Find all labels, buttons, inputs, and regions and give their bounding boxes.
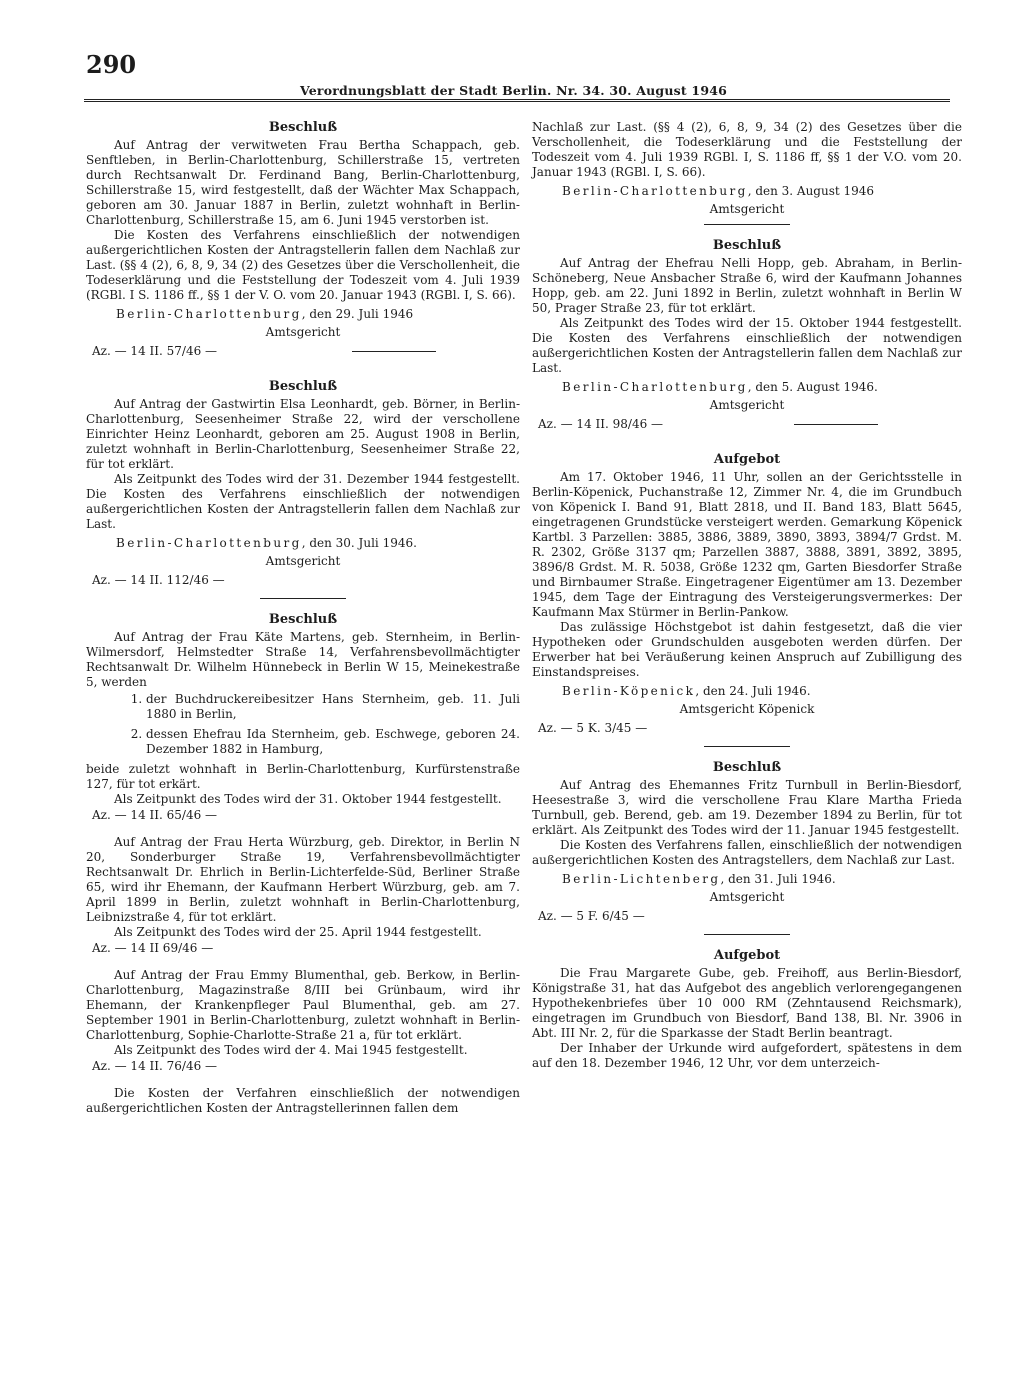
notice-aufgebot-koepenick (532, 452, 962, 747)
date: , den 3. August 1946 (747, 184, 875, 198)
person-list (86, 692, 520, 757)
file-reference: Az. — 5 K. 3/45 — (538, 721, 648, 735)
court: Amtsgericht (265, 325, 341, 339)
paragraph: Als Zeitpunkt des Todes wird der 31. Oktober 1944 festgestellt. (114, 792, 502, 806)
place: Berlin-Charlottenburg (562, 184, 748, 198)
paragraph: Auf Antrag der Frau Emmy Blumenthal, geb. Berkow, in Berlin-Charlottenburg, Magazinstraße 8/III bei Grünbaum, wird ihr Ehemann, der Krankenpfleger Paul Blumenthal, geb. am 27. September 1901 in Berlin-Charlottenburg, zuletzt wohnhaft in Berlin-Charlottenburg, Sophie-Charlotte-Straße 21 a, für tot erklärt. (86, 968, 520, 1042)
place-date (562, 183, 962, 200)
notice-continuation (532, 120, 962, 225)
place: Berlin-Köpenick (562, 684, 696, 698)
place: Berlin-Lichtenberg (562, 872, 721, 886)
place-date (116, 306, 520, 323)
paragraph: Auf Antrag der Frau Käte Martens, geb. Sternheim, in Berlin-Wilmersdorf, Helmstedter Straße 14, Verfahrensbevollmächtigter Rechtsanwalt Dr. Wilhelm Hünnebeck in Berlin W 15, Meinekestraße 5, werden (86, 630, 520, 689)
paragraph: Die Kosten der Verfahren einschließlich der notwendigen außergerichtlichen Kosten der Antragstellerinnen fallen dem (86, 1086, 520, 1115)
court: Amtsgericht (709, 890, 785, 904)
paragraph: Nachlaß zur Last. (§§ 4 (2), 6, 8, 9, 34 (2) des Gesetzes über die Verschollenheit, die Todeserklärung und die Feststellung der Todeszeit vom 4. Juli 1939 RGBl. I, S. 1186 ff, §§ 1 der V.O. vom 20. Januar 1943 (RGBl. I, S. 66). (532, 120, 962, 179)
separator-rule (704, 934, 790, 935)
notice-hopp (532, 238, 962, 432)
header-rule (84, 99, 950, 102)
separator-rule (704, 224, 790, 225)
paragraph: Die Frau Margarete Gube, geb. Freihoff, aus Berlin-Biesdorf, Königstraße 31, hat das Aufgebot des angeblich verlorengegangenen Hypothekenbriefes über 10 000 RM (Zehntausend Reichsmark), eingetragen im Grundbuch von Biesdorf, Band 138, Bl. Nr. 3906 in Abt. III Nr. 2, für die Sparkasse der Stadt Berlin beantragt. (532, 966, 962, 1040)
court: Amtsgericht (709, 398, 785, 412)
paragraph: Auf Antrag der verwitweten Frau Bertha Schappach, geb. Senftleben, in Berlin-Charlottenburg, Schillerstraße 15, vertreten durch Rechtsanwalt Dr. Ferdinand Bang, Berlin-Charlottenburg, Schillerstraße 15, wird festgestellt, daß der Wächter Max Schappach, geboren am 30. Januar 1887 in Berlin, zuletzt wohnhaft in Berlin-Charlottenburg, Schillerstraße 15, am 6. Juni 1945 verstorben ist. (86, 138, 520, 227)
notice-aufgebot-gube (532, 948, 962, 1071)
court: Amtsgericht (709, 202, 785, 216)
court: Amtsgericht Köpenick (679, 702, 815, 716)
paragraph: Auf Antrag der Gastwirtin Elsa Leonhardt, geb. Börner, in Berlin-Charlottenburg, Seesenheimer Straße 22, wird der verschollene Einrichter Heinz Leonhardt, geboren am 25. August 1908 in Berlin, zuletzt wohnhaft in Berlin-Charlottenburg, Seesenheimer Straße 22, für tot erklärt. (86, 397, 520, 471)
notice-schappach (86, 120, 520, 359)
paragraph: Die Kosten des Verfahrens einschließlich der notwendigen außergerichtlichen Kosten der Antragstellerin fallen dem Nachlaß zur Last. (§§ 4 (2), 6, 8, 9, 34 (2) des Gesetzes über die Verschollenheit, die Todeserklärung und die Feststellung der Todeszeit vom 4. Juli 1939 (RGBl. I S. 1186 ff., §§ 1 der V. O. vom 20. Januar 1943 (RGBl. I, S. 66). (86, 228, 520, 302)
notice-title: Beschluß (712, 760, 782, 775)
file-reference: Az. — 14 II. 112/46 — (92, 573, 225, 587)
file-reference-row (92, 343, 520, 359)
date: , den 5. August 1946. (747, 380, 878, 394)
place-date (116, 535, 520, 552)
separator-rule (260, 598, 346, 599)
paragraph: Auf Antrag der Frau Herta Würzburg, geb. Direktor, in Berlin N 20, Sonderburger Straße 19, Verfahrensbevollmächtigter Rechtsanwalt Dr. Ehrlich in Berlin-Lichterfelde-Süd, Berliner Straße 65, wird ihr Ehemann, der Kaufmann Herbert Würzburg, geb. am 7. April 1899 in Berlin, zuletzt wohnhaft in Berlin-Charlottenburg, Leibnizstraße 4, für tot erklärt. (86, 835, 520, 924)
court: Amtsgericht (265, 554, 341, 568)
place-date (562, 871, 962, 888)
paragraph: Als Zeitpunkt des Todes wird der 4. Mai 1945 festgestellt. (114, 1043, 468, 1057)
file-reference: Az. — 5 F. 6/45 — (538, 909, 645, 923)
date: , den 24. Juli 1946. (695, 684, 811, 698)
place-date (562, 379, 962, 396)
list-item: 2. dessen Ehefrau Ida Sternheim, geb. Eschwege, geboren 24. Dezember 1882 in Hamburg, (146, 727, 520, 757)
place: Berlin-Charlottenburg (116, 536, 302, 550)
notice-title: Beschluß (712, 238, 782, 253)
file-reference: Az. — 14 II. 65/46 — (92, 808, 218, 822)
separator-rule (352, 351, 436, 352)
notice-title: Beschluß (268, 612, 338, 627)
right-column (532, 120, 962, 1071)
notice-turnbull (532, 760, 962, 935)
file-reference: Az. — 14 II. 98/46 — (538, 417, 664, 431)
notice-title: Beschluß (268, 120, 338, 135)
file-reference: Az. — 14 II. 76/46 — (92, 1059, 218, 1073)
notice-title: Beschluß (268, 379, 338, 394)
date: , den 30. Juli 1946. (301, 536, 417, 550)
notice-title: Aufgebot (713, 948, 781, 963)
page-number: 290 (86, 50, 137, 79)
paragraph: Als Zeitpunkt des Todes wird der 15. Oktober 1944 festgestellt. Die Kosten des Verfahrens einschließlich der notwendigen außergerichtlichen Kosten der Antragstellerin fallen dem Nachlaß zur Last. (532, 316, 962, 375)
notice-title: Aufgebot (713, 452, 781, 467)
paragraph: Als Zeitpunkt des Todes wird der 31. Dezember 1944 festgestellt. Die Kosten des Verfahrens einschließlich der notwendigen außergerichtlichen Kosten der Antragstellerin fallen dem Nachlaß zur Last. (86, 472, 520, 531)
paragraph: beide zuletzt wohnhaft in Berlin-Charlottenburg, Kurfürstenstraße 127, für tot erkärt. (86, 762, 520, 791)
paragraph: Auf Antrag des Ehemannes Fritz Turnbull in Berlin-Biesdorf, Heesestraße 3, wird die verschollene Frau Klare Martha Frieda Turnbull, geb. Berend, geb. am 19. Dezember 1894 zu Berlin, für tot erklärt. Als Zeitpunkt des Todes wird der 11. Januar 1945 festgestellt. (532, 778, 962, 837)
notice-sternheim (86, 612, 520, 1116)
paragraph: Das zulässige Höchstgebot ist dahin festgesetzt, daß die vier Hypotheken oder Grundschulden ausgeboten werden dürfen. Der Erwerber hat bei Veräußerung keinen Anspruch auf Zubilligung des Einstandspreises. (532, 620, 962, 679)
paragraph: Am 17. Oktober 1946, 11 Uhr, sollen an der Gerichtsstelle in Berlin-Köpenick, Puchanstraße 12, Zimmer Nr. 4, die im Grundbuch von Köpenick I. Band 91, Blatt 2818, und II. Band 183, Blatt 5645, eingetragenen Grundstücke versteigert werden. Gemarkung Köpenick Kartbl. 3 Parzellen: 3885, 3886, 3889, 3890, 3893, 3894/7 Grdst. M. R. 2302, Größe 3137 qm; Parzellen 3887, 3888, 3891, 3892, 3895, 3896/8 Grdst. M. R. 5038, Größe 1232 qm, Garten Biesdorfer Straße und Birnbaumer Straße. Eingetragener Eigentümer am 13. Dezember 1945, dem Tage der Eintragung des Versteigerungsvermerkes: Der Kaufmann Max Stürmer in Berlin-Pankow. (532, 470, 962, 619)
separator-rule (704, 746, 790, 747)
paragraph: Als Zeitpunkt des Todes wird der 25. April 1944 festgestellt. (114, 925, 482, 939)
running-head: Verordnungsblatt der Stadt Berlin. Nr. 34. 30. August 1946 (300, 83, 728, 98)
date: , den 31. Juli 1946. (720, 872, 836, 886)
separator-rule (794, 424, 878, 425)
place-date (562, 683, 962, 700)
place: Berlin-Charlottenburg (116, 307, 302, 321)
notice-leonhardt (86, 379, 520, 599)
place: Berlin-Charlottenburg (562, 380, 748, 394)
list-item: 1. der Buchdruckereibesitzer Hans Sternheim, geb. 11. Juli 1880 in Berlin, (146, 692, 520, 722)
date: , den 29. Juli 1946 (301, 307, 414, 321)
file-reference: Az. — 14 II. 57/46 — (92, 344, 218, 358)
paragraph: Der Inhaber der Urkunde wird aufgefordert, spätestens in dem auf den 18. Dezember 1946, 12 Uhr, vor dem unterzeich- (532, 1041, 962, 1070)
file-reference-row (538, 416, 962, 432)
paragraph: Auf Antrag der Ehefrau Nelli Hopp, geb. Abraham, in Berlin-Schöneberg, Neue Ansbacher Straße 6, wird der Kaufmann Johannes Hopp, geb. am 22. Juni 1892 in Berlin, zuletzt wohnhaft in Berlin W 50, Prager Straße 23, für tot erklärt. (532, 256, 962, 315)
file-reference: Az. — 14 II 69/46 — (92, 941, 214, 955)
paragraph: Die Kosten des Verfahrens fallen, einschließlich der notwendigen außergerichtlichen Kosten des Antragstellers, dem Nachlaß zur Last. (532, 838, 962, 867)
left-column (86, 120, 520, 1116)
